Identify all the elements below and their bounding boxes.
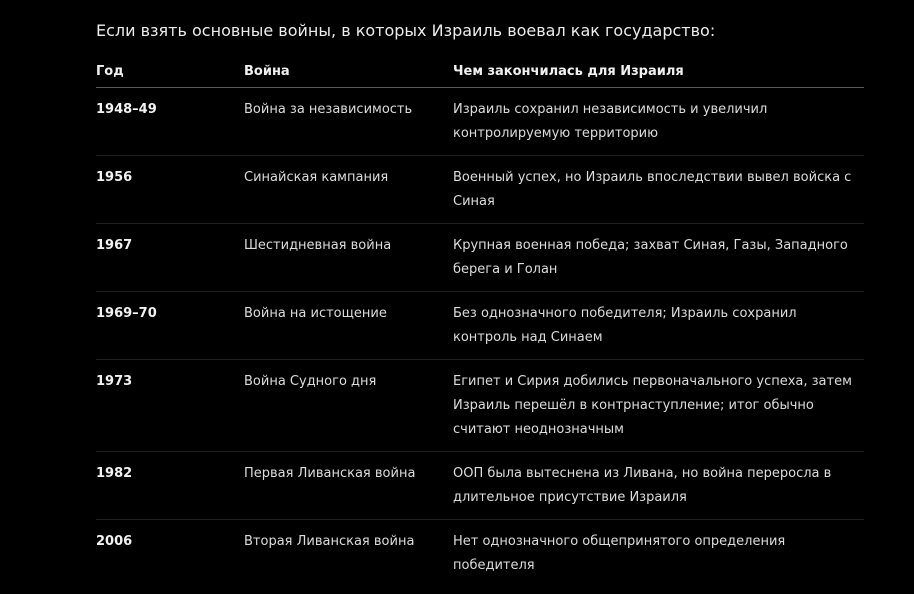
table-row [96, 156, 864, 224]
cell-outcome: Египет и Сирия добились первоначального успеха, затем Израиль перешёл в контрнаступление; итог обычно считают неоднозначным [453, 360, 864, 452]
cell-year: 1956 [96, 156, 244, 224]
cell-outcome: Крупная военная победа; захват Синая, Газы, Западного берега и Голан [453, 224, 864, 292]
cell-war: Война Судного дня [244, 360, 453, 452]
table-header-row [96, 57, 864, 88]
cell-year: 1969–70 [96, 292, 244, 360]
cell-war: Синайская кампания [244, 156, 453, 224]
cell-outcome: Израиль сохранил независимость и увеличил контролируемую территорию [453, 88, 864, 156]
table-row [96, 452, 864, 520]
table-row [96, 224, 864, 292]
cell-outcome: Военный успех, но Израиль впоследствии вывел войска с Синая [453, 156, 864, 224]
cell-year: 1982 [96, 452, 244, 520]
header-outcome: Чем закончилась для Израиля [453, 57, 864, 88]
cell-year: 1948–49 [96, 88, 244, 156]
cell-outcome: Нет однозначного общепринятого определения победителя [453, 534, 786, 573]
cell-war: Вторая Ливанская война [244, 534, 415, 549]
cell-war: Шестидневная война [244, 224, 453, 292]
wars-table [96, 57, 864, 587]
table-row [96, 292, 864, 360]
cell-war: Война за независимость [244, 88, 453, 156]
table-row [96, 520, 864, 588]
header-war: Война [244, 57, 453, 88]
intro-text: Если взять основные войны, в которых Израиль воевал как государство: [96, 21, 716, 40]
table-row [96, 360, 864, 452]
message-content [96, 0, 864, 587]
cell-war: Первая Ливанская война [244, 452, 453, 520]
cell-year: 1973 [96, 360, 244, 452]
header-year: Год [96, 57, 244, 88]
cell-year: 1967 [96, 224, 244, 292]
cell-war: Война на истощение [244, 292, 453, 360]
cell-year: 2006 [96, 534, 133, 549]
table-row [96, 88, 864, 156]
cell-outcome: Без однозначного победителя; Израиль сохранил контроль над Синаем [453, 292, 864, 360]
cell-outcome: ООП была вытеснена из Ливана, но война переросла в длительное присутствие Израиля [453, 452, 864, 520]
